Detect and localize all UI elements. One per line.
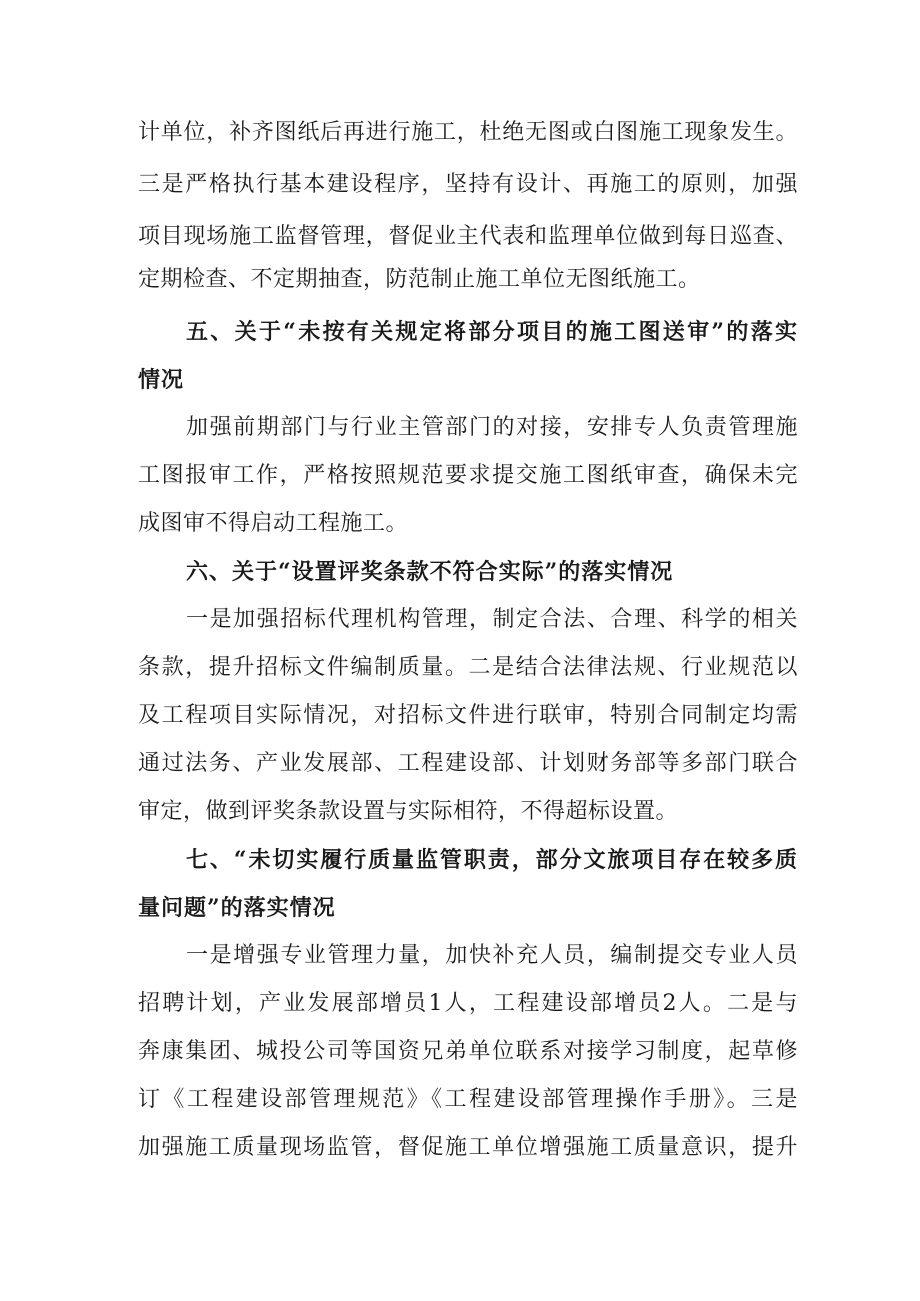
- body-text-line: 三是严格执行基本建设程序，坚持有设计、再施工的原则，加强: [138, 172, 798, 197]
- section-heading-7-continued: 量问题”的落实情况: [138, 895, 336, 921]
- section-heading-5: 五、关于“未按有关规定将部分项目的施工图送审”的落实: [186, 319, 798, 345]
- body-text-line: 一是增强专业管理力量，加快补充人员，编制提交专业人员: [186, 943, 798, 968]
- body-text-line: 条款，提升招标文件编制质量。二是结合法律法规、行业规范以: [138, 655, 798, 680]
- body-text-line: 加强前期部门与行业主管部门的对接，安排专人负责管理施: [186, 415, 798, 440]
- section-heading-5-continued: 情况: [138, 367, 185, 393]
- body-text-line: 订《工程建设部管理规范》《工程建设部管理操作手册》。三是: [138, 1087, 798, 1112]
- body-text-line: 招聘计划，产业发展部增员1人，工程建设部增员2人。二是与: [138, 991, 798, 1016]
- body-text-line: 计单位，补齐图纸后再进行施工，杜绝无图或白图施工现象发生。: [138, 120, 798, 145]
- section-heading-6: 六、关于“设置评奖条款不符合实际”的落实情况: [186, 559, 674, 585]
- body-text-line: 奔康集团、城投公司等国资兄弟单位联系对接学习制度，起草修: [138, 1039, 798, 1064]
- body-text-line: 一是加强招标代理机构管理，制定合法、合理、科学的相关: [186, 607, 798, 632]
- body-text-line: 项目现场施工监督管理，督促业主代表和监理单位做到每日巡查、: [138, 224, 798, 249]
- body-text-line: 审定，做到评奖条款设置与实际相符，不得超标设置。: [138, 799, 679, 824]
- body-text-line: 及工程项目实际情况，对招标文件进行联审，特别合同制定均需: [138, 703, 798, 728]
- body-text-line: 成图审不得启动工程施工。: [138, 511, 409, 536]
- body-text-line: 通过法务、产业发展部、工程建设部、计划财务部等多部门联合: [138, 751, 798, 776]
- body-text-line: 定期检查、不定期抽查，防范制止施工单位无图纸施工。: [138, 267, 701, 292]
- body-text-line: 工图报审工作，严格按照规范要求提交施工图纸审查，确保未完: [138, 463, 798, 488]
- section-heading-7: 七、“未切实履行质量监管职责，部分文旅项目存在较多质: [186, 847, 798, 873]
- body-text-line: 加强施工质量现场监管，督促施工单位增强施工质量意识，提升: [138, 1135, 798, 1160]
